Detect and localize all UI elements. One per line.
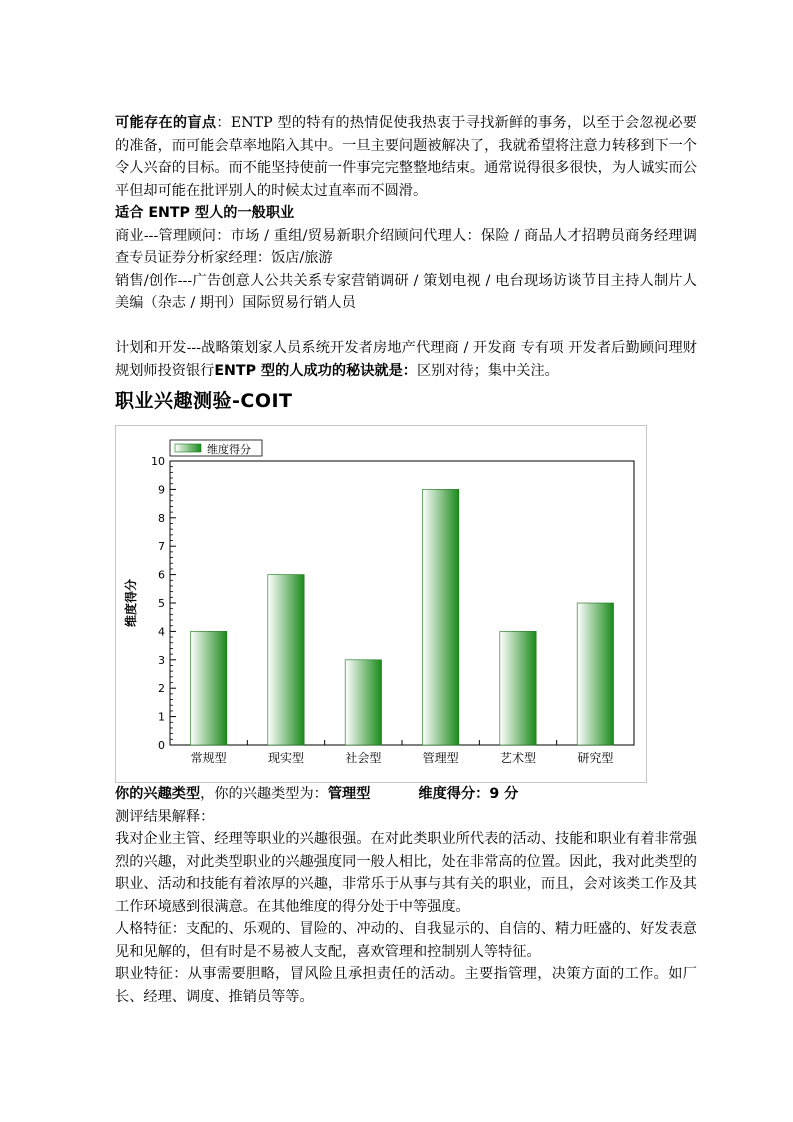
result-section (115, 783, 697, 1008)
intro-section (115, 112, 697, 382)
score-text: 维度得分：9 分 (418, 786, 519, 802)
x-tick-label: 研究型 (577, 751, 614, 765)
explain-text: 我对企业主管、经理等职业的兴趣很强。在对此类职业所代表的活动、技能和职业有着非常强烈的兴趣，对此类型职业的兴趣强度同一般人相比，处在非常高的位置。因此，我对此类型的职业、活动和技能有着浓厚的兴趣，非常乐于从事与其有关的职业，而且，会对该类工作及其工作环境感到很满意。在其他维度的得分处于中等强度。 (115, 831, 697, 915)
chart-legend (170, 440, 262, 456)
secret-label: ENTP 型的人成功的秘诀就是： (214, 362, 417, 379)
result-type-line (115, 783, 697, 806)
career-text: 职业特征：从事需要胆略，冒风险且承担责任的活动。主要指管理，决策方面的工作。如厂长、经理、调度、推销员等等。 (115, 966, 697, 1005)
y-tick-label: 5 (158, 597, 165, 610)
y-tick-label: 1 (158, 710, 165, 724)
y-tick-label: 3 (158, 653, 165, 667)
explain-heading: 测评结果解释： (115, 808, 215, 825)
blind-spot-label: 可能存在的盲点 (115, 115, 217, 131)
y-tick-label: 4 (158, 625, 165, 639)
jobs-sales: 销售/创作---广告创意人公共关系专家营销调研 / 策划电视 / 电台现场访谈节目主持人制片人美编（杂志 / 期刊）国际贸易行销人员 (115, 272, 697, 311)
bar-2 (268, 575, 304, 745)
y-tick-label: 8 (158, 511, 165, 525)
x-tick-label: 社会型 (345, 751, 382, 765)
bar-chart (115, 425, 647, 783)
section-title: 职业兴趣测验-COIT (115, 390, 293, 412)
y-tick-label: 2 (158, 682, 165, 696)
y-tick-label: 10 (151, 455, 165, 468)
y-tick-label: 7 (158, 540, 165, 554)
bar-3 (345, 660, 381, 745)
jobs-planning-paragraph (115, 337, 697, 382)
blind-spot-text: ENTP 型的特有的热情促使我热衷于寻找新鲜的事务，以至于会忽视必要的准备，而可能会草率地陷入其中。一旦主要问题被解决了，我就希望将注意力转移到下一个令人兴奋的目标。而不能坚持使前一件事完完整整地结束。通常说得很多很快，为人诚实而公平但却可能在批评别人的时候太过直率而不圆滑。 (115, 115, 697, 199)
y-tick-label: 6 (158, 568, 165, 582)
y-tick-label: 9 (158, 483, 165, 497)
y-axis-label: 维度得分 (124, 578, 138, 628)
bar-5 (500, 631, 536, 745)
x-tick-label: 艺术型 (499, 751, 537, 765)
type-label: 你的兴趣类型 (115, 786, 201, 802)
jobs-business: 商业---管理顾问：市场 / 重组/贸易新职介绍顾问代理人：保险 / 商品人才招聘员商务经理调查专员证券分析家经理：饭店/旅游 (115, 227, 697, 266)
personality-text: 人格特征：支配的、乐观的、冒险的、冲动的、自我显示的、自信的、精力旺盛的、好发表意见和见解的，但有时是不易被人支配，喜欢管理和控制别人等特征。 (115, 921, 697, 960)
blind-spot-colon: ： (216, 115, 231, 131)
secret-text: 区别对待；集中关注。 (416, 362, 559, 379)
bar-6 (577, 603, 613, 745)
type-value: 管理型 (327, 786, 371, 802)
y-tick-label: 0 (158, 739, 165, 752)
legend-swatch (175, 444, 201, 452)
bar-chart-svg (115, 425, 647, 783)
jobs-planning: 计划和开发---战略策划家人员系统开发者房地产代理商 / 开发商 专有项 开发者后勤顾问理财规划师投资银行 (115, 340, 697, 379)
jobs-heading: 适合 ENTP 型人的一般职业 (115, 205, 295, 221)
bar-1 (190, 631, 226, 745)
bar-4 (422, 489, 458, 745)
type-mid: ，你的兴趣类型为： (200, 786, 328, 802)
blind-spot-paragraph (115, 112, 697, 202)
x-tick-label: 现实型 (267, 751, 305, 765)
legend-label: 维度得分 (207, 443, 251, 456)
x-tick-label: 常规型 (190, 751, 227, 765)
x-tick-label: 管理型 (422, 751, 459, 765)
